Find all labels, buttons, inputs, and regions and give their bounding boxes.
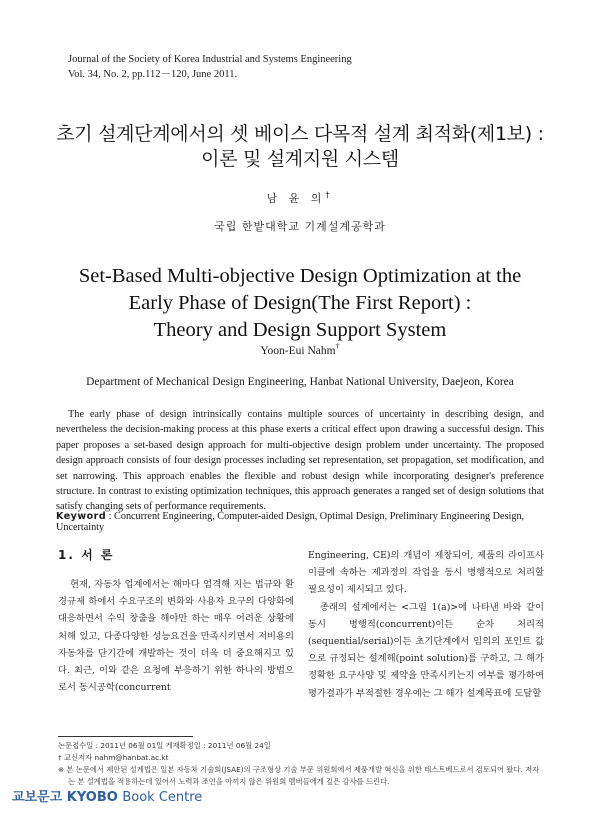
keywords [56,511,544,533]
keyword-text: : Concurrent Engineering, Computer-aided Design, Optimal Design, Preliminary Engineering Design, Uncertainty [56,511,525,533]
keyword-label: Keyword [56,511,107,522]
english-title-line3: Theory and Design Support System [153,319,447,341]
logo-suffix: Book Centre [122,790,203,805]
english-title [0,263,600,344]
korean-title-line1: 초기 설계단계에서의 셋 베이스 다목적 설계 최적화(제1보) : [56,123,544,145]
english-title-line1: Set-Based Multi-objective Design Optimization at the [78,265,522,287]
footnote-divider [58,736,193,737]
english-affiliation: Department of Mechanical Design Engineering, Hanbat National University, Daejeon, Korea [86,376,514,388]
korean-title-line2: 이론 및 설계지원 시스템 [201,148,399,170]
footnote-corresponding: † 교신저자 nahm@hanbat.ac.kt [58,753,169,762]
korean-author [0,190,600,206]
footnote-note: ※ 본 논문에서 제안된 설계법은 일본 자동차 기술회(JSAE)의 구조형상 기술 부문 위원회에서 제품개발 혁신을 위한 테스트베드로서 검토되어 왔다. 저자는 본 설계법을 적용하는데 있어서 노력과 조언을 아끼지 않은 위원회 멤버들에게 깊은 감사를 드린다. [58,765,540,786]
body-paragraph: Engineering, CE)의 개념이 제창되어, 제품의 라이프사이클에 속하는 제과정의 작업을 동시 병행적으로 처리할 필요성이 제시되고 있다. [308,550,544,596]
body-column-right [308,547,544,702]
logo-brand: KYOBO [66,790,118,805]
english-author-name: Yoon-Eui Nahm [260,344,336,357]
footnote-dates: 논문접수일 : 2011년 06월 01일 게재확정일 : 2011년 06월 24일 [58,741,271,750]
kyobo-watermark-logo [12,786,202,805]
korean-title [0,122,600,172]
journal-header [68,52,352,82]
logo-korean: 교보문고 [12,790,63,805]
korean-affiliation: 국립 한밭대학교 기계설계공학과 [214,220,386,233]
body-paragraph: 종래의 설계에서는 <그림 1(a)>에 나타낸 바와 같이 동시 병행적(concurrent)이든 순차 처리적(sequential/serial)이든 초기단계에서 임의의 포인트 값으로 규정되는 설계해(point solution)를 구하고, 그 해가 정확한 요구사양 및 제약을 만족시키는지 여부를 평가하여 평가결과가 부적절한 경우에는 그 해가 설계목표에 도달할 [308,601,544,699]
korean-author-name: 남 윤 의 [266,192,326,205]
footnotes [58,740,546,788]
english-author-mark: † [335,342,340,351]
abstract: The early phase of design intrinsically contains multiple sources of uncertainty in describing design, and nevertheless the decision-making process at this phase exerts a critical effect upon drawing a successful design. This paper proposes a set-based design approach for multi-objective design problem under uncertainty. The proposed design approach consists of four design processes including set representation, set propagation, set modification, and set narrowing. This approach enables the flexible and robust design while incorporating designer's preference structure. In contrast to existing optimization techniques, this approach generates a ranged set of design solutions that satisfy changing sets of performance requirements. [56,409,544,513]
english-title-line2: Early Phase of Design(The First Report) : [128,292,472,314]
section-heading: 1. 서 론 [58,548,115,562]
body-paragraph: 현재, 자동차 업계에서는 해마다 엄격해 지는 법규와 환경규제 하에서 수요구조의 변화와 사용자 요구의 다양화에 대응하면서 수익 창출을 해야만 하는 매우 어려운 상황에 처해 있고, 다종다양한 성능요건을 만족시키면서 저비용의 자동차를 단기간에 개발하는 것이 더욱 더 중요해지고 있다. 최근, 이와 같은 요청에 부응하기 위한 하나의 방법으로서 동시공학(concurrent [58,579,294,694]
english-author [0,342,600,357]
korean-author-mark: † [325,190,334,200]
body-column-left [58,576,294,696]
journal-name: Journal of the Society of Korea Industrial and Systems Engineering [68,54,352,65]
journal-issue: Vol. 34, No. 2, pp.112－120, June 2011. [68,69,238,80]
